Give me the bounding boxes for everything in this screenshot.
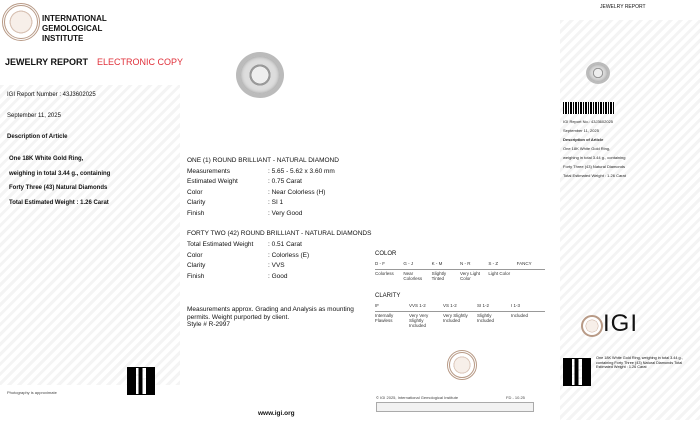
center-stone-heading: ONE (1) ROUND BRILLIANT - NATURAL DIAMOND xyxy=(187,157,339,164)
spec-label: Measurements xyxy=(187,167,230,175)
scale-description: Internally Flawless xyxy=(375,313,394,323)
spec-row xyxy=(187,252,387,263)
scale-description: Colorless xyxy=(375,271,394,276)
description-line: Total Estimated Weight : 1.26 Carat xyxy=(9,199,109,206)
spec-row xyxy=(187,168,387,179)
spec-label: Total Estimated Weight xyxy=(187,241,254,248)
scale-divider xyxy=(375,311,545,312)
rp-description-line: weighing in total 3.44 g., containing xyxy=(563,155,626,160)
spec-row xyxy=(187,210,387,221)
scale-grade: S - Z xyxy=(488,261,499,266)
scale-grade: FANCY xyxy=(516,261,532,266)
spec-row xyxy=(187,273,387,284)
spec-value: : 0.51 Carat xyxy=(268,241,302,248)
comment-line: permits. Weight purported by client. xyxy=(187,313,290,321)
scale-grade: N - R xyxy=(460,261,471,266)
spec-row xyxy=(187,241,387,252)
scale-description: Included xyxy=(511,313,529,318)
institute-name xyxy=(42,14,107,44)
scale-description: Slightly Included xyxy=(477,313,495,323)
spec-label: Clarity xyxy=(187,199,206,206)
spec-value: : VVS xyxy=(268,262,285,269)
color-scale-title: COLOR xyxy=(375,251,397,257)
institute-line: INSTITUTE xyxy=(42,34,84,43)
scale-description: Very Very Slightly Included xyxy=(409,313,429,328)
watermark-pattern xyxy=(0,85,180,385)
igi-logo-seal xyxy=(581,315,603,337)
copyright: © IGI 2025, International Gemological Institute xyxy=(376,395,459,400)
rp-qr-code[interactable] xyxy=(563,358,591,386)
spec-label: Clarity xyxy=(187,262,206,269)
description-line: One 18K White Gold Ring, xyxy=(9,156,84,162)
barcode xyxy=(563,102,615,114)
ring-thumbnail xyxy=(586,62,610,84)
description-heading: Description of Article xyxy=(7,134,68,140)
scale-grade: G - J xyxy=(403,261,414,266)
comments xyxy=(187,306,354,329)
report-date: September 11, 2025 xyxy=(7,113,61,119)
qr-code[interactable] xyxy=(127,367,155,395)
center-stone-section xyxy=(187,157,387,220)
rp-description-line: One 18K White Gold Ring, xyxy=(563,146,611,151)
spec-label: Finish xyxy=(187,272,205,280)
igi-logo-text: IGI xyxy=(603,310,639,337)
description-line: Forty Three (43) Natural Diamonds xyxy=(9,185,108,191)
scale-grade: VS 1-2 xyxy=(443,303,457,308)
scale-grade: SI 1-2 xyxy=(477,303,490,308)
spec-row xyxy=(187,178,387,189)
spec-label: Color xyxy=(187,251,203,259)
spec-value: : Colorless (E) xyxy=(268,251,310,259)
spec-label: Finish xyxy=(187,209,205,217)
rp-qr-caption: One 18K White Gold Ring, weighing in total 3.44 g., containing Forty Three (43) Natural Diamonds Total Estimated Weight : 1.26 Carat xyxy=(596,356,683,369)
scale-grade: K - M xyxy=(431,261,443,266)
spec-value: : Good xyxy=(268,272,288,280)
scale-grade: D - F xyxy=(375,261,385,266)
spec-value: : SI 1 xyxy=(268,199,284,206)
institute-line: GEMOLOGICAL xyxy=(42,24,103,33)
scale-grade: VVS 1-2 xyxy=(409,303,426,308)
scale-description: Light Color xyxy=(488,271,511,276)
photography-note: Photography is approximate xyxy=(7,390,57,395)
form-code: FD - 10.25 xyxy=(506,395,525,400)
scale-grade: IF xyxy=(375,303,379,308)
right-panel-details xyxy=(563,117,626,180)
spec-value: : 0.75 Carat xyxy=(268,178,302,185)
comment-line: Measurements approx. Grading and Analysis as mounting xyxy=(187,306,354,313)
igi-seal-logo xyxy=(2,3,40,41)
color-scale xyxy=(375,261,545,281)
rp-description-heading: Description of Article xyxy=(563,137,604,142)
right-panel-title: JEWELRY REPORT xyxy=(600,4,646,10)
igi-seal xyxy=(447,350,477,380)
scale-divider xyxy=(375,269,545,270)
ring-photo xyxy=(236,52,284,98)
side-stones-heading: FORTY TWO (42) ROUND BRILLIANT - NATURAL DIAMONDS xyxy=(187,230,372,237)
spec-label: Estimated Weight xyxy=(187,178,238,185)
spec-label: Color xyxy=(187,188,203,196)
scale-grade: I 1-3 xyxy=(511,303,521,308)
report-title: JEWELRY REPORT xyxy=(5,57,89,67)
description-line: weighing in total 3.44 g., containing xyxy=(9,170,111,177)
comment-line: Style # R-2997 xyxy=(187,321,230,328)
spec-row xyxy=(187,189,387,200)
rp-date: September 11, 2025 xyxy=(563,128,599,133)
rp-report-number: IGI Report No.: 43J3602025 xyxy=(563,119,614,124)
scale-description: Slightly Tinted xyxy=(431,271,447,281)
report-number: IGI Report Number : 43J3602025 xyxy=(7,92,96,98)
institute-line: INTERNATIONAL xyxy=(42,14,107,23)
scale-description: Very Slightly Included xyxy=(443,313,468,323)
clarity-scale xyxy=(375,303,545,328)
spec-value: : 5.65 - 5.62 x 3.60 mm xyxy=(268,167,335,175)
website-link[interactable]: www.igi.org xyxy=(258,410,295,417)
spec-value: : Near Colorless (H) xyxy=(268,188,326,196)
description xyxy=(9,152,110,210)
spec-row xyxy=(187,262,387,273)
side-stones-section xyxy=(187,230,387,283)
clarity-scale-title: CLARITY xyxy=(375,293,401,299)
spec-row xyxy=(187,199,387,210)
electronic-copy-label: ELECTRONIC COPY xyxy=(97,57,184,67)
security-disclaimer-box xyxy=(376,402,534,412)
scale-description: Near Colorless xyxy=(403,271,423,281)
rp-description-line: Total Estimated Weight : 1.26 Carat xyxy=(563,173,626,178)
spec-value: : Very Good xyxy=(268,209,303,217)
scale-description: Very Light Color xyxy=(460,271,481,281)
rp-description-line: Forty Three (43) Natural Diamonds xyxy=(563,164,625,169)
